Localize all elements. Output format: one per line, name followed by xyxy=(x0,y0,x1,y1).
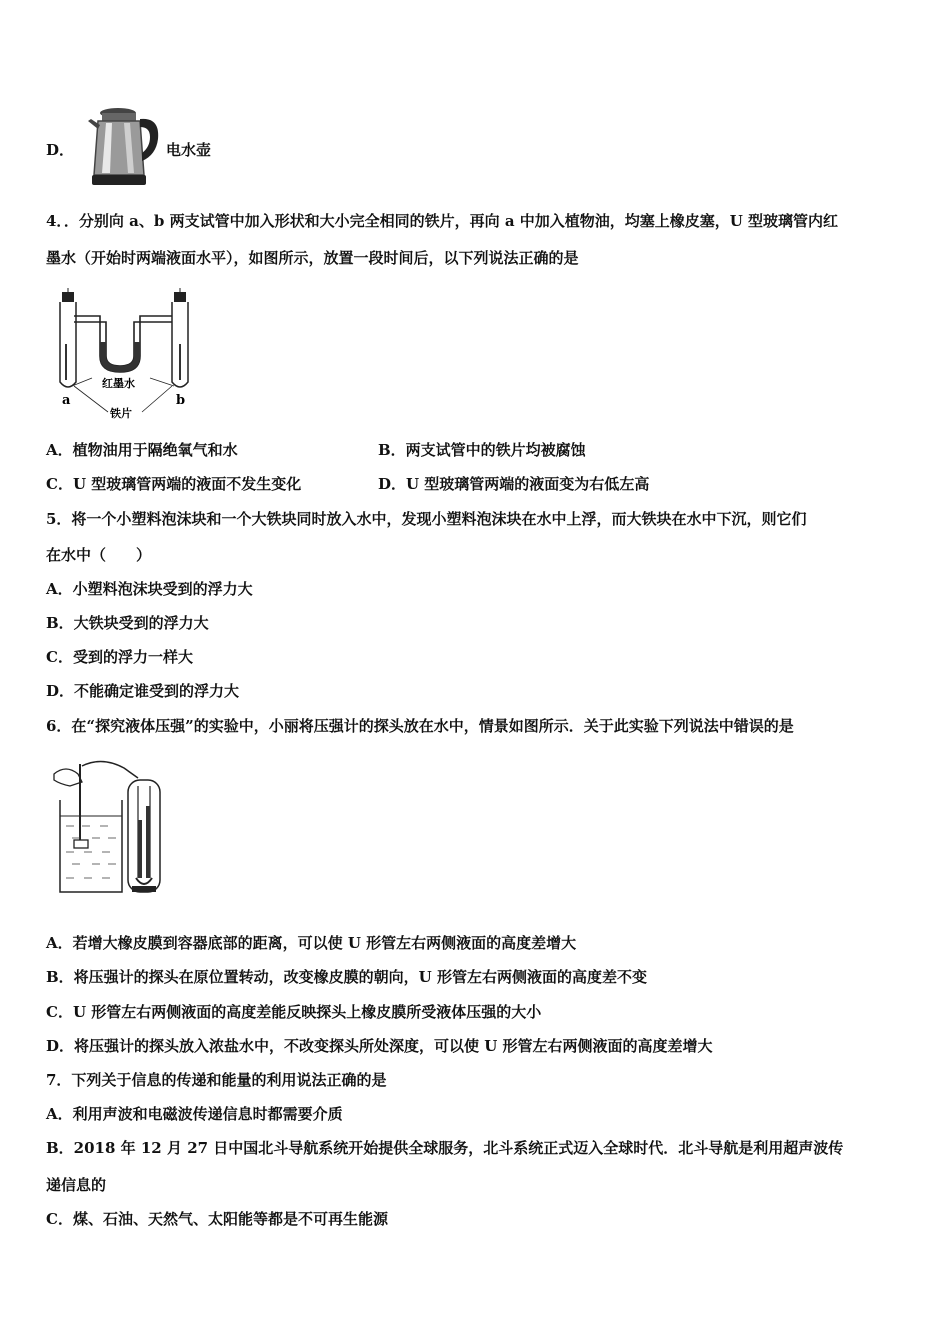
label-b: b xyxy=(176,393,186,408)
q5-stem-line1: 5．将一个小塑料泡沫块和一个大铁块同时放入水中，发现小塑料泡沫块在水中上浮，而大铁块在水中下沉，则它们 xyxy=(46,510,807,528)
q4-option-a: A．植物油用于隔绝氧气和水 xyxy=(46,441,238,459)
q7-stem-line1: 7．下列关于信息的传递和能量的利用说法正确的是 xyxy=(46,1071,387,1089)
q7-option-c: C．煤、石油、天然气、太阳能等都是不可再生能源 xyxy=(46,1210,388,1228)
q4-option-b: B．两支试管中的铁片均被腐蚀 xyxy=(378,441,586,459)
q7-option-b-line1: B．2018 年 12 月 27 日中国北斗导航系统开始提供全球服务，北斗系统正式迈入全球时代．北斗导航是利用超声波传 xyxy=(46,1139,844,1157)
q5-option-b: B．大铁块受到的浮力大 xyxy=(46,614,209,632)
q4-option-c: C．U 型玻璃管两端的液面不发生变化 xyxy=(46,475,302,493)
q3-option-d-letter: D． xyxy=(46,141,75,159)
electric-kettle-image xyxy=(88,103,162,189)
q6-option-b: B．将压强计的探头在原位置转动，改变橡皮膜的朝向，U 形管左右两侧液面的高度差不变 xyxy=(46,968,647,986)
label-a: a xyxy=(62,393,71,408)
q5-option-a: A．小塑料泡沫块受到的浮力大 xyxy=(46,580,253,598)
label-red-ink: 红墨水 xyxy=(102,377,135,390)
q4-option-d: D．U 型玻璃管两端的液面变为右低左高 xyxy=(378,475,650,493)
q6-option-a: A．若增大橡皮膜到容器底部的距离，可以使 U 形管左右两侧液面的高度差增大 xyxy=(46,934,577,952)
q6-option-c: C．U 形管左右两侧液面的高度差能反映探头上橡皮膜所受液体压强的大小 xyxy=(46,1003,542,1021)
q5-stem-line2: 在水中（ ） xyxy=(46,546,152,564)
q4-stem-line2: 墨水（开始时两端液面水平），如图所示，放置一段时间后，以下列说法正确的是 xyxy=(46,249,579,267)
u-tube-corrosion-diagram xyxy=(52,286,202,426)
q5-option-d: D．不能确定谁受到的浮力大 xyxy=(46,682,240,700)
label-iron-sheet: 铁片 xyxy=(110,407,132,420)
q3-option-d-text: 电水壶 xyxy=(166,141,212,159)
q7-option-b-line2: 递信息的 xyxy=(46,1176,107,1194)
q4-stem-line1: 4．．分别向 a、b 两支试管中加入形状和大小完全相同的铁片，再向 a 中加入植物油，均塞上橡皮塞，U 型玻璃管内红 xyxy=(46,212,839,230)
q5-option-c: C．受到的浮力一样大 xyxy=(46,648,193,666)
q7-option-a: A．利用声波和电磁波传递信息时都需要介质 xyxy=(46,1105,343,1123)
pressure-gauge-diagram xyxy=(52,760,172,898)
q6-option-d: D．将压强计的探头放入浓盐水中，不改变探头所处深度，可以使 U 形管左右两侧液面的高度差增大 xyxy=(46,1037,713,1055)
q6-stem-line1: 6．在“探究液体压强”的实验中，小丽将压强计的探头放在水中，情景如图所示．关于此实验下列说法中错误的是 xyxy=(46,717,794,735)
